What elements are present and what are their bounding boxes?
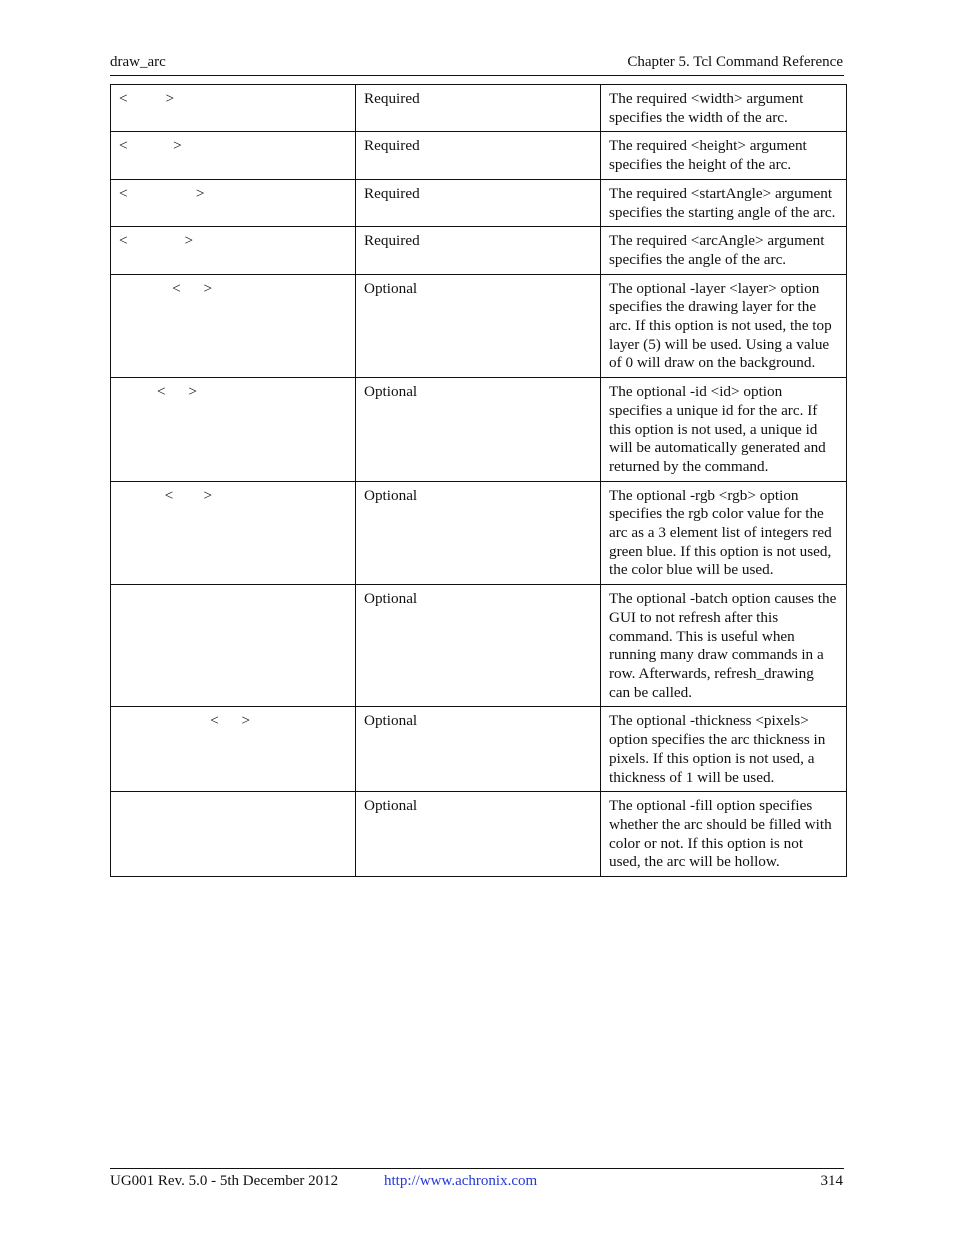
argument-cell: [111, 227, 356, 274]
header-chapter-title: Chapter 5. Tcl Command Reference: [627, 54, 843, 70]
argument-table-body: [111, 85, 847, 877]
page-header: [110, 54, 843, 74]
argument-cell: [111, 378, 356, 482]
description-cell: The optional -layer <layer> option specifies the drawing layer for the arc. If this option is not used, the top layer (5) will be used. Using a value of 0 will draw on the background.: [601, 274, 847, 378]
table-row: [111, 707, 847, 792]
table-row: [111, 792, 847, 877]
status-cell: Optional: [356, 707, 601, 792]
argument-cell: [111, 274, 356, 378]
table-row: [111, 85, 847, 132]
argument-cell: [111, 481, 356, 585]
status-cell: Optional: [356, 792, 601, 877]
description-cell: The optional -thickness <pixels> option specifies the arc thickness in pixels. If this option is not used, a thickness of 1 will be used.: [601, 707, 847, 792]
description-cell: The required <height> argument specifies the height of the arc.: [601, 132, 847, 179]
footer-rule: [110, 1168, 844, 1169]
argument-table: [110, 84, 847, 877]
page-footer: [110, 1173, 843, 1193]
argument-name: < >: [119, 279, 213, 297]
argument-name: < >: [119, 232, 194, 250]
description-cell: The optional -batch option causes the GUI to not refresh after this command. This is useful when running many draw commands in a row. Afterwards, refresh_drawing can be called.: [601, 585, 847, 707]
argument-cell: [111, 85, 356, 132]
table-row: [111, 378, 847, 482]
page-number: 314: [820, 1173, 843, 1189]
argument-name: < >: [119, 90, 175, 107]
argument-cell: [111, 792, 356, 877]
table-row: [111, 274, 847, 378]
argument-name: < >: [119, 712, 251, 730]
argument-name: < >: [119, 137, 182, 155]
description-cell: The required <width> argument specifies the width of the arc.: [601, 85, 847, 132]
header-section-name: draw_arc: [110, 54, 166, 70]
description-cell: The required <arcAngle> argument specifies the angle of the arc.: [601, 227, 847, 274]
table-row: [111, 179, 847, 226]
table-row: [111, 481, 847, 585]
description-cell: The required <startAngle> argument specifies the starting angle of the arc.: [601, 179, 847, 226]
status-cell: Optional: [356, 274, 601, 378]
footer-revision: UG001 Rev. 5.0 - 5th December 2012: [110, 1173, 339, 1189]
table-row: [111, 227, 847, 274]
status-cell: Required: [356, 85, 601, 132]
table-row: [111, 132, 847, 179]
description-cell: The optional -rgb <rgb> option specifies the rgb color value for the arc as a 3 element list of integers red green blue. If this option is not used, the color blue will be used.: [601, 481, 847, 585]
status-cell: Required: [356, 132, 601, 179]
argument-cell: [111, 179, 356, 226]
status-cell: Required: [356, 227, 601, 274]
description-cell: The optional -id <id> option specifies a unique id for the arc. If this option is not used, a unique id will be automatically generated and returned by the command.: [601, 378, 847, 482]
argument-cell: [111, 707, 356, 792]
header-rule: [110, 75, 844, 76]
status-cell: Optional: [356, 378, 601, 482]
argument-cell: [111, 585, 356, 707]
footer-website-link[interactable]: http://www.achronix.com: [384, 1173, 538, 1189]
argument-cell: [111, 132, 356, 179]
argument-name: < >: [119, 486, 213, 504]
status-cell: Optional: [356, 585, 601, 707]
status-cell: Required: [356, 179, 601, 226]
table-row: [111, 585, 847, 707]
argument-name: < >: [119, 383, 197, 401]
status-cell: Optional: [356, 481, 601, 585]
description-cell: The optional -fill option specifies whether the arc should be filled with color or not. If this option is not used, the arc will be hollow.: [601, 792, 847, 877]
argument-name: < >: [119, 184, 205, 202]
